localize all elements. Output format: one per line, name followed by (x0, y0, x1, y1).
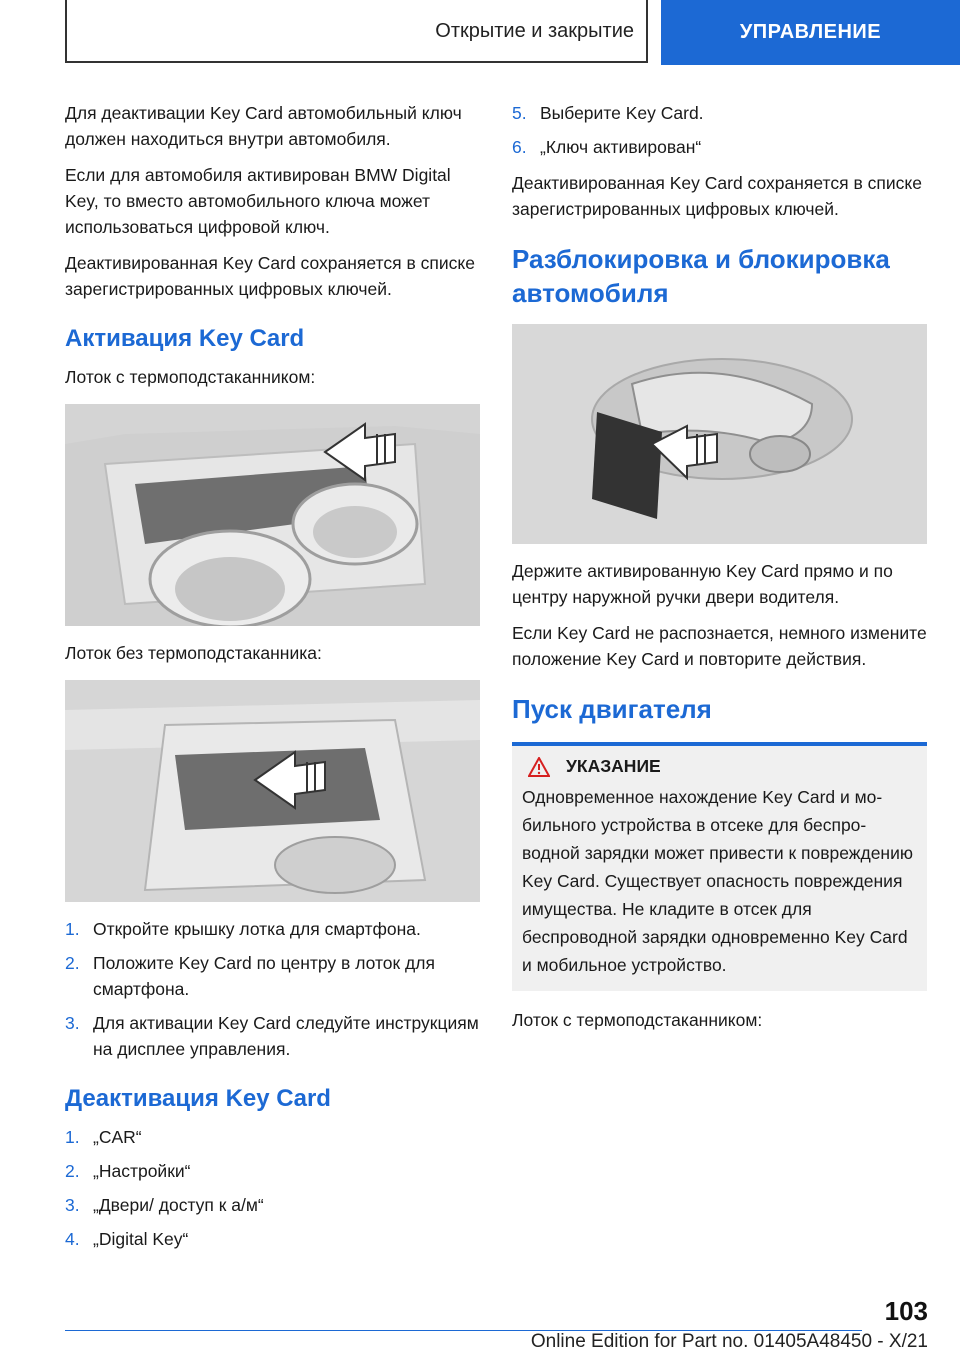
image-caption: Лоток без термоподстаканника: (65, 643, 322, 663)
right-column (512, 100, 927, 1043)
chapter-tab[interactable]: УПРАВЛЕНИЕ (661, 0, 960, 65)
notice-box (512, 742, 927, 991)
paragraph: Если Key Card не распознается, немного измените положение Key Card и повторите действия. (512, 623, 927, 669)
left-column (65, 100, 480, 1262)
list-item: 1. „CAR“ (65, 1127, 142, 1147)
photo-door-handle (512, 324, 927, 544)
notice-header (522, 756, 917, 777)
heading-unlock-lock: Разблокировка и блокировка автомобиля (512, 244, 890, 308)
deactivation-steps-continued (512, 100, 927, 160)
notice-title: УКАЗАНИЕ (566, 756, 661, 776)
photo-tray-without-cupholder (65, 680, 480, 902)
photo-tray-with-cupholder (65, 404, 480, 626)
door-handle-illustration (512, 324, 927, 544)
notice-text: Одновременное нахождение Key Card и мобильного устройства в отсеке для беспроводной зарядки может привести к повреждению Key Card. Существует опасность повреждения имущества. Не кладите в отсек для беспроводной зарядки одновременно Key Card и мобильное устройство. (522, 787, 913, 975)
list-item: 2. Положите Key Card по центру в лоток для смартфона. (65, 953, 435, 999)
warning-triangle-icon (528, 757, 550, 777)
paragraph: Если для автомобиля активирован BMW Digital Key, то вместо автомобильного ключа может использоваться цифровой ключ. (65, 165, 451, 237)
page-number: 103 (884, 1296, 928, 1326)
edition-footer: Online Edition for Part no. 01405A48450 - X/21 (530, 1331, 928, 1352)
list-item: 5. Выберите Key Card. (512, 103, 704, 123)
list-item: 3. Для активации Key Card следуйте инструкциям на дисплее управления. (65, 1013, 479, 1059)
list-item: 1. Откройте крышку лотка для смартфона. (65, 919, 421, 939)
tray-cupholder-illustration (65, 404, 480, 626)
paragraph: Для деактивации Key Card автомобильный ключ должен находиться внутри автомобиля. (65, 103, 462, 149)
list-item: 4. „Digital Key“ (65, 1229, 189, 1249)
activation-steps (65, 916, 480, 1062)
image-caption: Лоток с термоподстаканником: (512, 1010, 763, 1030)
tray-illustration (65, 680, 480, 902)
heading-deactivation: Деактивация Key Card (65, 1085, 331, 1112)
paragraph: Деактивированная Key Card сохраняется в списке зарегистрированных цифровых ключей. (65, 253, 475, 299)
paragraph: Деактивированная Key Card сохраняется в списке зарегистрированных цифровых ключей. (512, 173, 922, 219)
deactivation-steps (65, 1124, 480, 1252)
list-item: 2. „Настройки“ (65, 1161, 191, 1181)
heading-activation: Активация Key Card (65, 325, 305, 352)
list-item: 3. „Двери/ доступ к а/м“ (65, 1195, 264, 1215)
section-title: Открытие и закрытие (435, 20, 634, 42)
heading-engine-start: Пуск двигателя (512, 694, 712, 724)
image-caption: Лоток с термоподстаканником: (65, 367, 316, 387)
paragraph: Держите активированную Key Card прямо и по центру наружной ручки двери водителя. (512, 561, 893, 607)
list-item: 6. „Ключ активирован“ (512, 137, 702, 157)
